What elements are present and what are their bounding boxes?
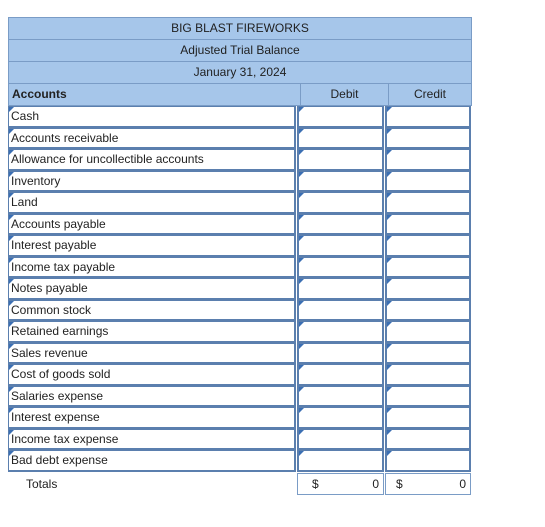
dropdown-marker-icon [9, 322, 14, 327]
input-marker-icon [387, 129, 392, 134]
input-marker-icon [299, 430, 304, 435]
account-select[interactable] [8, 321, 296, 343]
account-select[interactable] [8, 278, 296, 300]
account-select[interactable] [8, 171, 296, 193]
credit-input[interactable] [385, 106, 471, 128]
dropdown-marker-icon [9, 451, 14, 456]
account-select[interactable] [8, 386, 296, 408]
account-select[interactable] [8, 257, 296, 279]
debit-input[interactable] [297, 364, 384, 386]
account-rows [8, 106, 472, 472]
statement-title: Adjusted Trial Balance [9, 40, 471, 62]
input-marker-icon [387, 322, 392, 327]
input-marker-icon [299, 215, 304, 220]
credit-input[interactable] [385, 364, 471, 386]
account-row [8, 192, 472, 214]
input-marker-icon [387, 408, 392, 413]
account-name: Common stock [11, 302, 92, 317]
input-marker-icon [299, 451, 304, 456]
credit-input[interactable] [385, 214, 471, 236]
input-marker-icon [299, 150, 304, 155]
dropdown-marker-icon [9, 408, 14, 413]
company-name: BIG BLAST FIREWORKS [9, 18, 471, 40]
input-marker-icon [387, 258, 392, 263]
dropdown-marker-icon [9, 129, 14, 134]
account-row [8, 149, 472, 171]
credit-input[interactable] [385, 149, 471, 171]
debit-total [297, 473, 384, 495]
dropdown-marker-icon [9, 193, 14, 198]
account-row [8, 106, 472, 128]
input-marker-icon [299, 344, 304, 349]
debit-input[interactable] [297, 407, 384, 429]
credit-input[interactable] [385, 128, 471, 150]
account-select[interactable] [8, 429, 296, 451]
credit-input[interactable] [385, 300, 471, 322]
account-name: Income tax expense [11, 431, 119, 446]
account-name: Notes payable [11, 281, 88, 295]
credit-input[interactable] [385, 235, 471, 257]
account-select[interactable] [8, 235, 296, 257]
credit-total-currency: $ [396, 476, 403, 491]
account-row [8, 257, 472, 279]
dropdown-marker-icon [9, 344, 14, 349]
debit-input[interactable] [297, 386, 384, 408]
account-row [8, 235, 472, 257]
input-marker-icon [387, 193, 392, 198]
debit-input[interactable] [297, 429, 384, 451]
debit-input[interactable] [297, 171, 384, 193]
input-marker-icon [387, 451, 392, 456]
debit-input[interactable] [297, 149, 384, 171]
input-marker-icon [387, 236, 392, 241]
account-name: Salaries expense [11, 388, 104, 403]
account-row [8, 321, 472, 343]
account-name: Allowance for uncollectible accounts [11, 152, 204, 166]
account-select[interactable] [8, 192, 296, 214]
input-marker-icon [387, 107, 392, 112]
input-marker-icon [299, 129, 304, 134]
account-name: Bad debt expense [11, 453, 108, 467]
credit-column-header: Credit [413, 87, 446, 101]
account-row [8, 171, 472, 193]
account-select[interactable] [8, 343, 296, 365]
credit-input[interactable] [385, 171, 471, 193]
account-row [8, 343, 472, 365]
dropdown-marker-icon [9, 430, 14, 435]
debit-input[interactable] [297, 106, 384, 128]
input-marker-icon [299, 301, 304, 306]
input-marker-icon [387, 430, 392, 435]
account-name: Inventory [11, 173, 61, 188]
account-name: Cash [11, 109, 40, 123]
dropdown-marker-icon [9, 279, 14, 284]
totals-row [8, 473, 472, 495]
dropdown-marker-icon [9, 365, 14, 370]
account-select[interactable] [8, 364, 296, 386]
input-marker-icon [387, 172, 392, 177]
account-row [8, 364, 472, 386]
debit-input[interactable] [297, 128, 384, 150]
input-marker-icon [299, 258, 304, 263]
input-marker-icon [299, 236, 304, 241]
input-marker-icon [299, 387, 304, 392]
account-row [8, 214, 472, 236]
account-select[interactable] [8, 106, 296, 128]
input-marker-icon [387, 150, 392, 155]
debit-input[interactable] [297, 278, 384, 300]
debit-total-currency: $ [312, 476, 319, 491]
input-marker-icon [387, 365, 392, 370]
dropdown-marker-icon [9, 301, 14, 306]
input-marker-icon [387, 344, 392, 349]
credit-input[interactable] [385, 429, 471, 451]
account-select[interactable] [8, 450, 296, 472]
debit-column-header: Debit [301, 84, 389, 105]
account-name: Accounts receivable [11, 130, 119, 145]
input-marker-icon [299, 107, 304, 112]
debit-input[interactable] [297, 214, 384, 236]
credit-input[interactable] [385, 450, 471, 472]
accounts-column-header: Accounts [9, 84, 301, 105]
statement-header [8, 17, 472, 84]
input-marker-icon [299, 322, 304, 327]
account-select[interactable] [8, 407, 296, 429]
debit-total-value: 0 [372, 476, 379, 491]
dropdown-marker-icon [9, 387, 14, 392]
totals-label: Totals [26, 476, 58, 491]
credit-input[interactable] [385, 192, 471, 214]
account-name: Retained earnings [11, 324, 109, 338]
credit-input[interactable] [385, 386, 471, 408]
account-name: Sales revenue [11, 345, 88, 360]
account-row [8, 407, 472, 429]
input-marker-icon [299, 408, 304, 413]
debit-input[interactable] [297, 450, 384, 472]
debit-input[interactable] [297, 343, 384, 365]
trial-balance-worksheet [8, 17, 472, 495]
dropdown-marker-icon [9, 107, 14, 112]
statement-date: January 31, 2024 [193, 65, 287, 79]
dropdown-marker-icon [9, 172, 14, 177]
account-row [8, 386, 472, 408]
credit-input[interactable] [385, 343, 471, 365]
account-row [8, 450, 472, 472]
account-select[interactable] [8, 300, 296, 322]
account-name: Land [11, 195, 38, 209]
account-row [8, 429, 472, 451]
dropdown-marker-icon [9, 215, 14, 220]
input-marker-icon [387, 301, 392, 306]
account-select[interactable] [8, 128, 296, 150]
column-headers [8, 84, 472, 106]
dropdown-marker-icon [9, 258, 14, 263]
dropdown-marker-icon [9, 150, 14, 155]
account-select[interactable] [8, 149, 296, 171]
debit-input[interactable] [297, 192, 384, 214]
dropdown-marker-icon [9, 236, 14, 241]
debit-input[interactable] [297, 300, 384, 322]
credit-input[interactable] [385, 321, 471, 343]
input-marker-icon [299, 193, 304, 198]
account-row [8, 278, 472, 300]
input-marker-icon [299, 172, 304, 177]
debit-input[interactable] [297, 235, 384, 257]
input-marker-icon [299, 279, 304, 284]
account-row [8, 300, 472, 322]
credit-input[interactable] [385, 407, 471, 429]
credit-total-value: 0 [459, 476, 466, 491]
input-marker-icon [387, 387, 392, 392]
account-name: Income tax payable [11, 259, 116, 274]
credit-input[interactable] [385, 257, 471, 279]
input-marker-icon [387, 215, 392, 220]
account-name: Accounts payable [11, 216, 106, 231]
input-marker-icon [387, 279, 392, 284]
credit-total [385, 473, 471, 495]
debit-input[interactable] [297, 321, 384, 343]
input-marker-icon [299, 365, 304, 370]
account-name: Interest payable [11, 238, 97, 252]
account-name: Cost of goods sold [11, 367, 111, 381]
account-row [8, 128, 472, 150]
credit-input[interactable] [385, 278, 471, 300]
account-select[interactable] [8, 214, 296, 236]
debit-input[interactable] [297, 257, 384, 279]
account-name: Interest expense [11, 410, 100, 424]
